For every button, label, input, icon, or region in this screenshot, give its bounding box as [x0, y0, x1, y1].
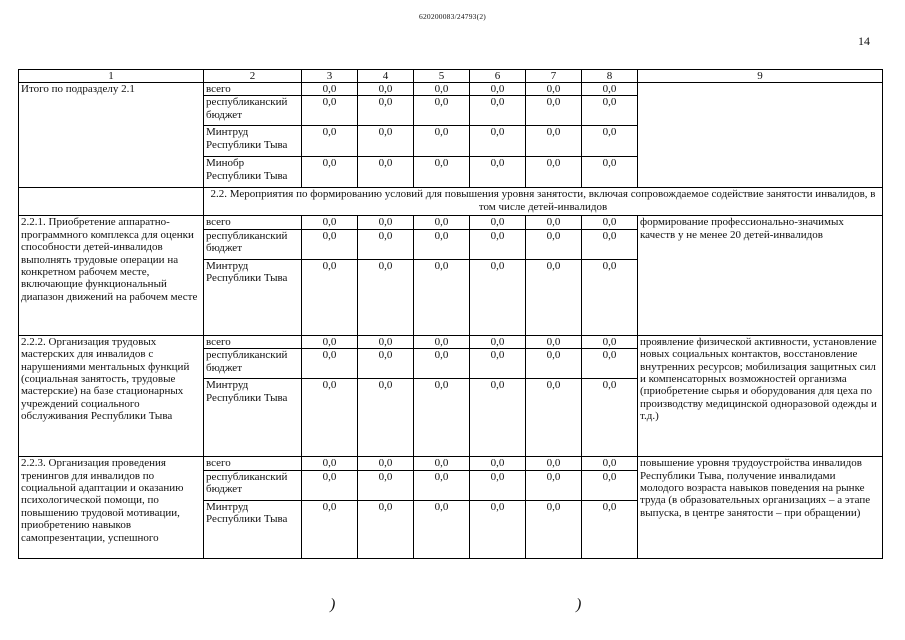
amount-cell: 0,0 [470, 470, 526, 500]
amount-cell: 0,0 [302, 83, 358, 96]
table-row [19, 216, 883, 229]
activity-label: 2.2.2. Организация трудовых мастерских для инвалидов с нарушениями ментальных функций (социальная занятость, трудовые мастерские) на базе стационарных учреждений социального обслуживания Республики Тыва [19, 335, 204, 456]
expected-result: формирование профессионально-значимых качеств у не менее 20 детей-инвалидов [638, 216, 883, 335]
amount-cell: 0,0 [302, 500, 358, 558]
amount-cell: 0,0 [526, 126, 582, 157]
funding-source: всего [204, 335, 302, 348]
amount-cell: 0,0 [582, 379, 638, 457]
amount-cell: 0,0 [414, 83, 470, 96]
table-row [19, 457, 883, 470]
amount-cell: 0,0 [358, 96, 414, 126]
amount-cell: 0,0 [582, 216, 638, 229]
page-number: 14 [858, 34, 870, 48]
amount-cell: 0,0 [302, 126, 358, 157]
amount-cell: 0,0 [470, 83, 526, 96]
handwritten-mark: ) [576, 596, 582, 613]
column-header: 6 [470, 70, 526, 83]
amount-cell: 0,0 [414, 229, 470, 259]
column-header: 7 [526, 70, 582, 83]
amount-cell: 0,0 [582, 500, 638, 558]
funding-source: всего [204, 457, 302, 470]
amount-cell: 0,0 [582, 349, 638, 379]
amount-cell: 0,0 [414, 96, 470, 126]
amount-cell: 0,0 [358, 379, 414, 457]
amount-cell: 0,0 [414, 470, 470, 500]
amount-cell: 0,0 [414, 126, 470, 157]
amount-cell: 0,0 [414, 335, 470, 348]
amount-cell: 0,0 [470, 349, 526, 379]
amount-cell: 0,0 [302, 457, 358, 470]
amount-cell: 0,0 [470, 457, 526, 470]
amount-cell: 0,0 [582, 457, 638, 470]
amount-cell: 0,0 [414, 500, 470, 558]
amount-cell: 0,0 [358, 500, 414, 558]
amount-cell: 0,0 [582, 229, 638, 259]
column-header: 8 [582, 70, 638, 83]
expected-result [638, 83, 883, 188]
amount-cell: 0,0 [302, 259, 358, 335]
funding-source: Минобр Республики Тыва [204, 157, 302, 188]
amount-cell: 0,0 [582, 259, 638, 335]
amount-cell: 0,0 [302, 349, 358, 379]
amount-cell: 0,0 [582, 96, 638, 126]
amount-cell: 0,0 [358, 229, 414, 259]
amount-cell: 0,0 [470, 500, 526, 558]
amount-cell: 0,0 [526, 470, 582, 500]
amount-cell: 0,0 [358, 83, 414, 96]
amount-cell: 0,0 [470, 157, 526, 188]
funding-source: Минтруд Республики Тыва [204, 259, 302, 335]
activity-label: 2.2.3. Организация проведения тренингов для инвалидов по социальной адаптации и оказанию психологической помощи, по повышению трудовой мотивации, приобретению навыков самопрезентации, успешного [19, 457, 204, 558]
amount-cell: 0,0 [470, 216, 526, 229]
amount-cell: 0,0 [302, 470, 358, 500]
amount-cell: 0,0 [582, 157, 638, 188]
amount-cell: 0,0 [582, 83, 638, 96]
amount-cell: 0,0 [302, 157, 358, 188]
expected-result: повышение уровня трудоустройства инвалидов Республики Тыва, получение инвалидами молодого возраста навыков поведения на рынке труда (в образовательных организациях – а этапе выпуска, в центре занятости – при обращении) [638, 457, 883, 558]
amount-cell: 0,0 [358, 335, 414, 348]
expected-result: проявление физической активности, установление новых социальных контактов, восстановление внутренних ресурсов; мобилизация защитных сил и компенсаторных возможностей организма (приобретение сырья и оборудования для цеха по производству медицинской одноразовой одежды и т.д.) [638, 335, 883, 456]
column-number-row [19, 70, 883, 83]
column-header: 1 [19, 70, 204, 83]
amount-cell: 0,0 [302, 216, 358, 229]
amount-cell: 0,0 [302, 335, 358, 348]
amount-cell: 0,0 [414, 379, 470, 457]
document-id: 620200083/24793(2) [419, 12, 486, 21]
amount-cell: 0,0 [358, 126, 414, 157]
amount-cell: 0,0 [414, 216, 470, 229]
amount-cell: 0,0 [526, 500, 582, 558]
program-table [18, 69, 883, 559]
funding-source: республиканский бюджет [204, 96, 302, 126]
funding-source: Минтруд Республики Тыва [204, 379, 302, 457]
amount-cell: 0,0 [526, 259, 582, 335]
funding-source: Минтруд Республики Тыва [204, 126, 302, 157]
column-header: 9 [638, 70, 883, 83]
amount-cell: 0,0 [414, 457, 470, 470]
funding-source: республиканский бюджет [204, 229, 302, 259]
column-header: 2 [204, 70, 302, 83]
amount-cell: 0,0 [358, 457, 414, 470]
funding-source: Минтруд Республики Тыва [204, 500, 302, 558]
amount-cell: 0,0 [358, 216, 414, 229]
column-header: 5 [414, 70, 470, 83]
amount-cell: 0,0 [470, 126, 526, 157]
amount-cell: 0,0 [470, 379, 526, 457]
column-header: 3 [302, 70, 358, 83]
amount-cell: 0,0 [414, 259, 470, 335]
amount-cell: 0,0 [302, 229, 358, 259]
subtotal-label: Итого по подразделу 2.1 [19, 83, 204, 188]
funding-source: республиканский бюджет [204, 349, 302, 379]
section-title: 2.2. Мероприятия по формированию условий для повышения уровня занятости, включая сопровождаемое содействие занятости инвалидов, в том числе детей-инвалидов [204, 188, 883, 216]
amount-cell: 0,0 [358, 349, 414, 379]
funding-source: республиканский бюджет [204, 470, 302, 500]
amount-cell: 0,0 [582, 335, 638, 348]
section-spacer [19, 188, 204, 216]
amount-cell: 0,0 [526, 83, 582, 96]
amount-cell: 0,0 [358, 470, 414, 500]
amount-cell: 0,0 [470, 259, 526, 335]
amount-cell: 0,0 [358, 259, 414, 335]
amount-cell: 0,0 [526, 96, 582, 126]
amount-cell: 0,0 [526, 335, 582, 348]
amount-cell: 0,0 [526, 216, 582, 229]
funding-source: всего [204, 83, 302, 96]
column-header: 4 [358, 70, 414, 83]
handwritten-mark: ) [330, 596, 336, 613]
amount-cell: 0,0 [470, 96, 526, 126]
funding-source: всего [204, 216, 302, 229]
amount-cell: 0,0 [526, 349, 582, 379]
table-row [19, 335, 883, 348]
section-title-row [19, 188, 883, 216]
amount-cell: 0,0 [526, 379, 582, 457]
amount-cell: 0,0 [302, 379, 358, 457]
activity-label: 2.2.1. Приобретение аппаратно-программного комплекса для оценки способности детей-инвалидов выполнять трудовые операции на конкретном рабочем месте, включающие функциональный диапазон движений на рабочем месте [19, 216, 204, 335]
amount-cell: 0,0 [414, 157, 470, 188]
amount-cell: 0,0 [470, 335, 526, 348]
amount-cell: 0,0 [526, 229, 582, 259]
amount-cell: 0,0 [582, 470, 638, 500]
amount-cell: 0,0 [526, 457, 582, 470]
amount-cell: 0,0 [526, 157, 582, 188]
amount-cell: 0,0 [358, 157, 414, 188]
amount-cell: 0,0 [414, 349, 470, 379]
amount-cell: 0,0 [470, 229, 526, 259]
amount-cell: 0,0 [302, 96, 358, 126]
table-row [19, 83, 883, 96]
amount-cell: 0,0 [582, 126, 638, 157]
